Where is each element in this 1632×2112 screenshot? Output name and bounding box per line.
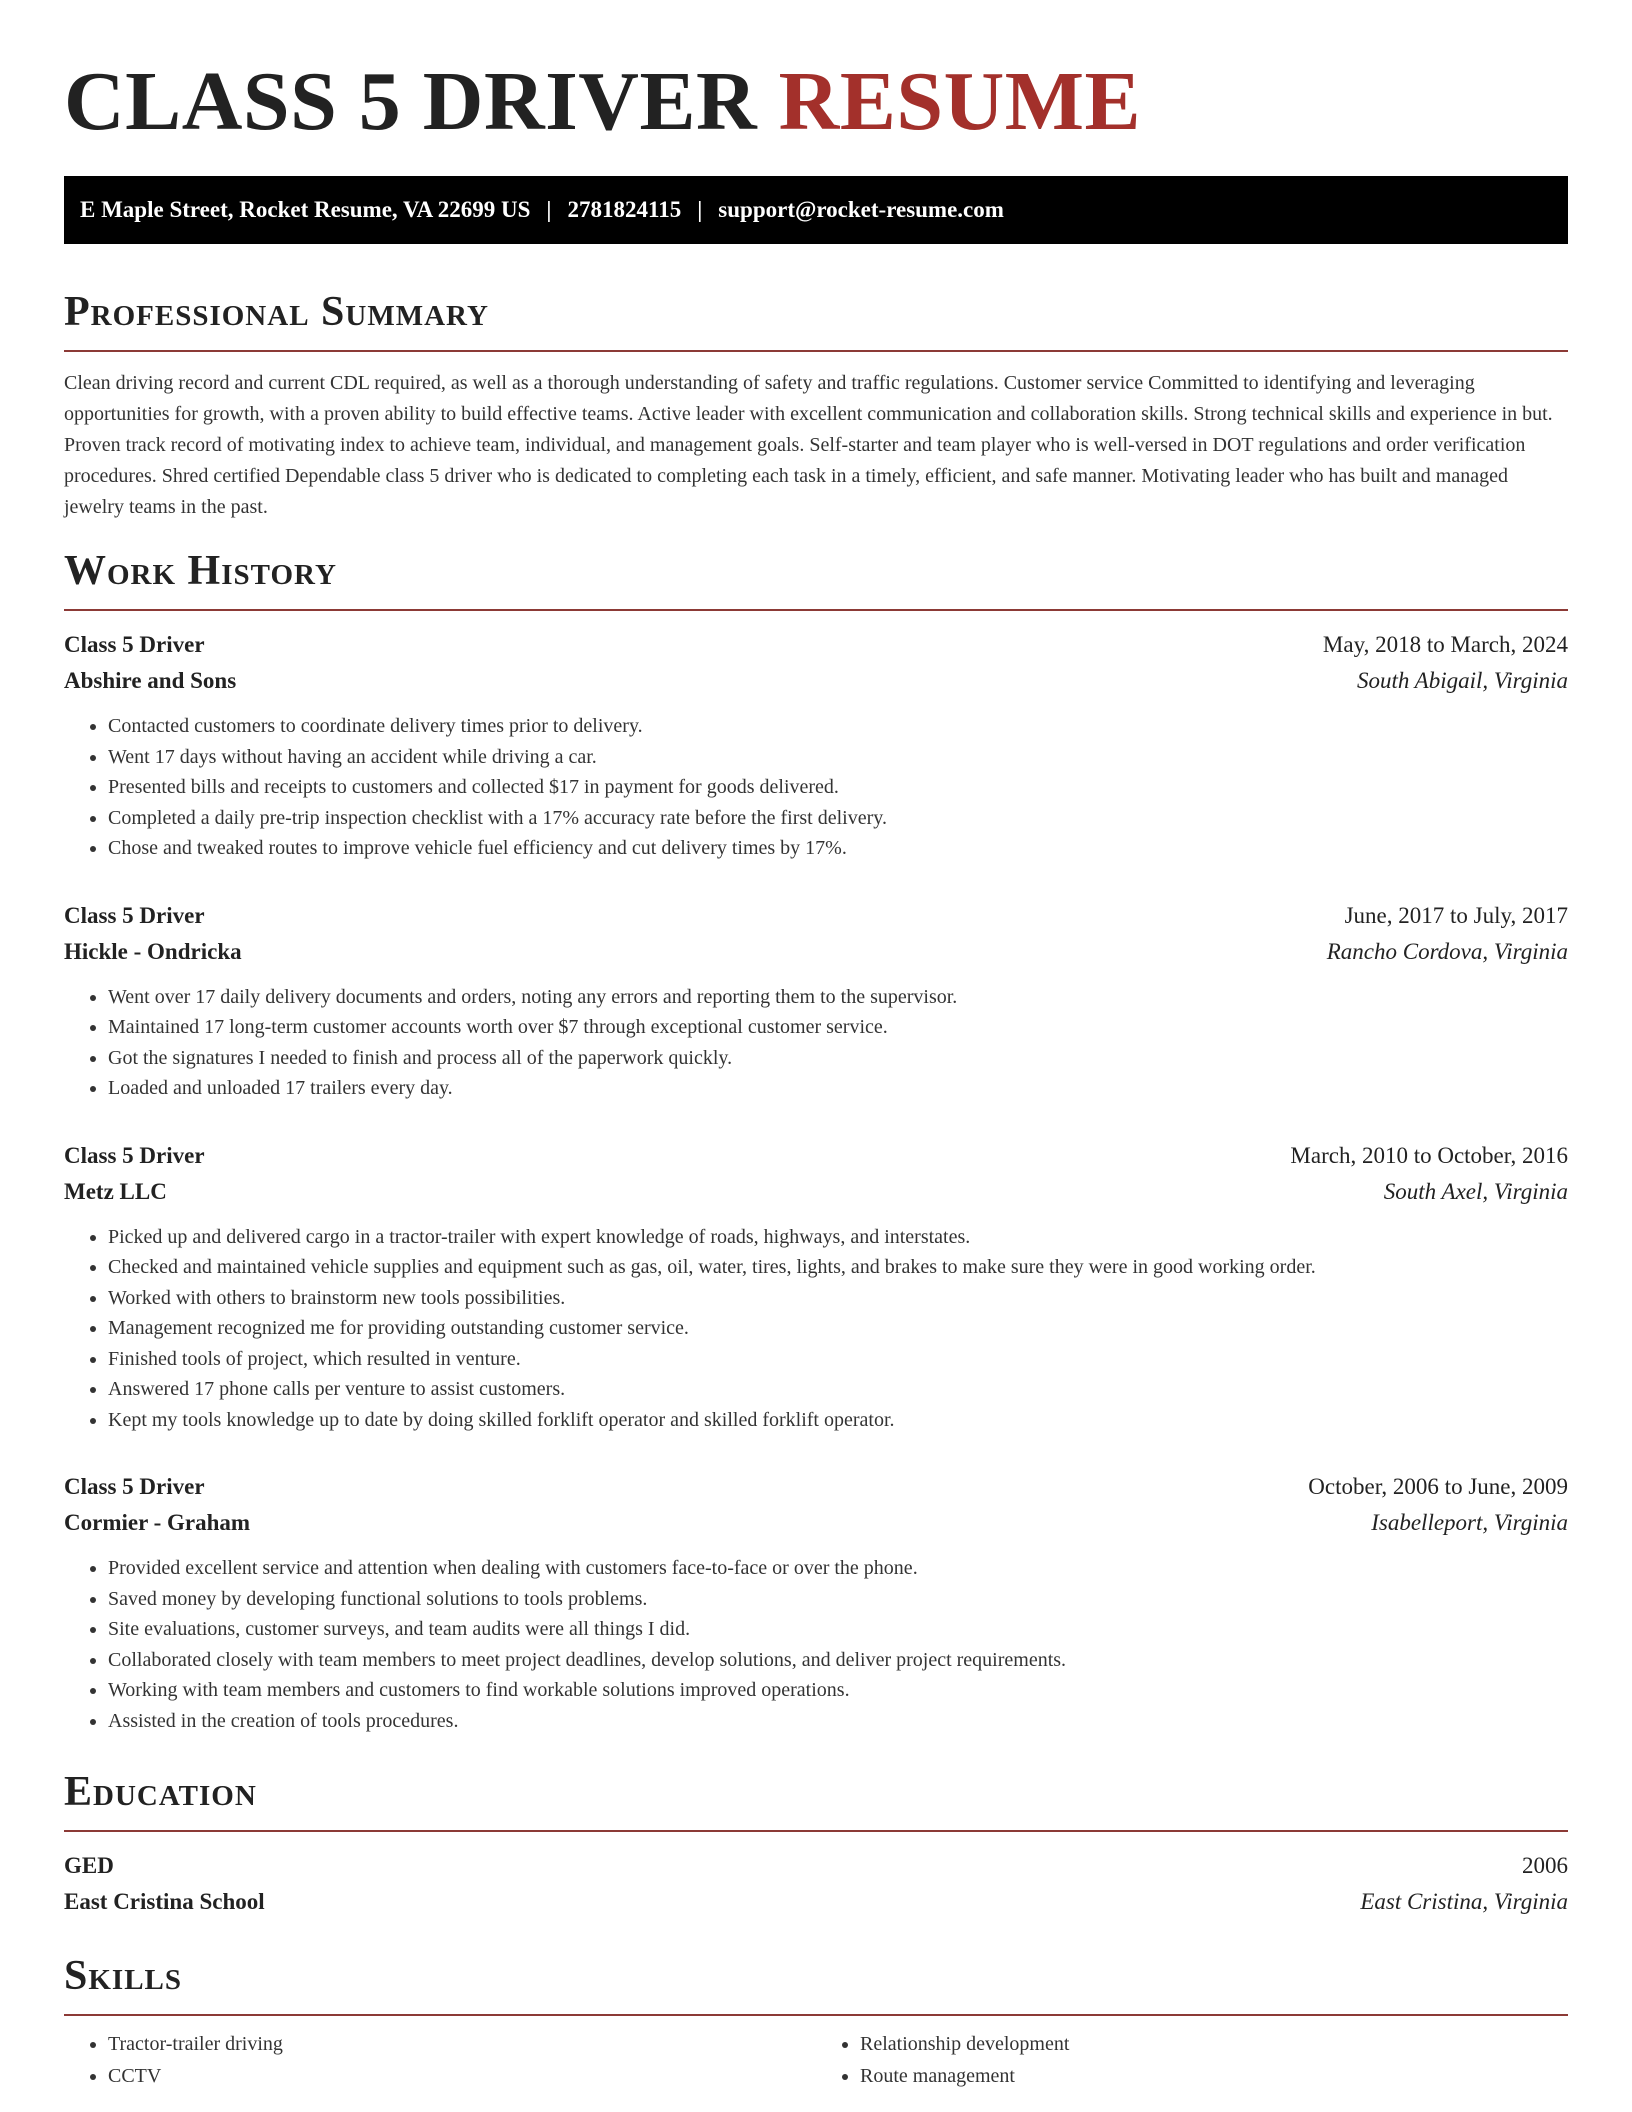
job-bullets [64, 982, 1568, 1104]
job-entry [64, 898, 1568, 1104]
job-company-row [64, 663, 1568, 699]
skill-item: • CCTV [108, 2060, 816, 2092]
summary-text: Clean driving record and current CDL required, as well as a thorough understanding of safety and traffic regulations. Customer service Committed to identifying and leveraging opportunities for growth, with a proven ability to build effective teams. Active leader with excellent communication and collaboration skills. Strong technical skills and experience in but. Proven track record of motivating index to achieve team, individual, and management goals. Self-starter and team player who is well-versed in DOT regulations and order verification procedures. Shred certified Dependable class 5 driver who is dedicated to completing each task in a timely, efficient, and safe manner. Motivating leader who has built and managed jewelry teams in the past. [64, 372, 1553, 518]
job-location: Rancho Cordova, Virginia [1326, 938, 1568, 964]
skills-grid [64, 2028, 1568, 2092]
contact-address: E Maple Street, Rocket Resume, VA 22699 US [80, 197, 531, 222]
skill-item: • Tractor-trailer driving [108, 2028, 816, 2060]
job-header-row [64, 1138, 1568, 1174]
section-heading: Professional Summary [64, 289, 489, 335]
job-company: Abshire and Sons [64, 668, 237, 693]
job-bullet: • Provided excellent service and attention when dealing with customers face-to-face or over the phone. [108, 1553, 1568, 1584]
job-company: Hickle - Ondricka [64, 938, 242, 964]
job-title: Class 5 Driver [64, 1474, 205, 1499]
job-bullet: • Got the signatures I needed to finish and process all of the paperwork quickly. [108, 1043, 1568, 1074]
job-title: Class 5 Driver [64, 632, 205, 657]
job-dates: October, 2006 to June, 2009 [1308, 1474, 1568, 1499]
job-bullets [64, 1222, 1568, 1436]
resume-title [64, 0, 1568, 152]
contact-separator: | [697, 197, 703, 222]
job-bullet: • Answered 17 phone calls per venture to assist customers. [108, 1374, 1568, 1405]
job-bullet: • Picked up and delivered cargo in a tractor-trailer with expert knowledge of roads, highways, and interstates. [108, 1222, 1568, 1253]
job-bullet: • Kept my tools knowledge up to date by doing skilled forklift operator and skilled forklift operator. [108, 1405, 1568, 1436]
job-bullet: • Presented bills and receipts to customers and collected $17 in payment for goods delivered. [108, 772, 1568, 803]
job-bullet: • Went over 17 daily delivery documents and orders, noting any errors and reporting them to the supervisor. [108, 982, 1568, 1013]
section-divider [64, 609, 1568, 611]
job-company: Metz LLC [64, 1178, 167, 1204]
job-bullet: • Completed a daily pre-trip inspection checklist with a 17% accuracy rate before the first delivery. [108, 803, 1568, 834]
job-entry [64, 1469, 1568, 1736]
job-location: South Axel, Virginia [1383, 1178, 1568, 1204]
education-school: East Cristina School [64, 1889, 265, 1914]
job-bullet: • Contacted customers to coordinate delivery times prior to delivery. [108, 711, 1568, 742]
education-degree: GED [64, 1853, 114, 1878]
job-dates: May, 2018 to March, 2024 [1322, 632, 1568, 657]
skills-section [64, 1948, 1568, 2092]
section-divider [64, 350, 1568, 352]
education-entry [64, 1848, 1568, 1920]
job-title: Class 5 Driver [64, 902, 205, 928]
job-header-row [64, 898, 1568, 934]
job-bullet: • Went 17 days without having an accident while driving a car. [108, 742, 1568, 773]
contact-email: support@rocket-resume.com [718, 197, 1004, 222]
title-main: CLASS 5 DRIVER [64, 55, 758, 148]
job-company-row [64, 1174, 1568, 1210]
job-title: Class 5 Driver [64, 1142, 205, 1168]
job-company-row [64, 934, 1568, 970]
job-bullet: • Finished tools of project, which resulted in venture. [108, 1344, 1568, 1375]
section-divider [64, 1830, 1568, 1832]
skill-item: • Relationship development [860, 2028, 1568, 2060]
job-bullet: • Chose and tweaked routes to improve vehicle fuel efficiency and cut delivery times by 17%. [108, 833, 1568, 864]
title-accent: RESUME [778, 55, 1142, 148]
job-bullet: • Management recognized me for providing outstanding customer service. [108, 1313, 1568, 1344]
education-location: East Cristina, Virginia [1360, 1889, 1568, 1914]
job-bullet: • Maintained 17 long-term customer accounts worth over $7 through exceptional customer service. [108, 1012, 1568, 1043]
education-degree-row [64, 1848, 1568, 1884]
section-divider [64, 2014, 1568, 2016]
job-bullet: • Worked with others to brainstorm new tools possibilities. [108, 1283, 1568, 1314]
job-entry [64, 627, 1568, 864]
job-bullet: • Saved money by developing functional solutions to tools problems. [108, 1584, 1568, 1615]
skills-column-right [816, 2028, 1568, 2092]
job-bullet: • Loaded and unloaded 17 trailers every day. [108, 1073, 1568, 1104]
job-header-row [64, 1469, 1568, 1505]
job-dates: March, 2010 to October, 2016 [1290, 1142, 1568, 1168]
job-location: South Abigail, Virginia [1356, 668, 1568, 693]
section-heading: Skills [64, 1953, 183, 1999]
job-bullet: • Checked and maintained vehicle supplies and equipment such as gas, oil, water, tires, lights, and brakes to make sure they were in good working order. [108, 1252, 1568, 1283]
section-heading: Work History [64, 548, 337, 594]
job-bullet: • Assisted in the creation of tools procedures. [108, 1706, 1568, 1737]
job-bullet: • Working with team members and customers to find workable solutions improved operations. [108, 1675, 1568, 1706]
job-entry [64, 1138, 1568, 1436]
education-section [64, 1764, 1568, 1920]
job-company: Cormier - Graham [64, 1510, 251, 1535]
section-heading: Education [64, 1769, 257, 1815]
skill-item: • Route management [860, 2060, 1568, 2092]
contact-bar [64, 176, 1568, 244]
summary-section [64, 284, 1568, 523]
skills-column-left [64, 2028, 816, 2092]
education-school-row [64, 1884, 1568, 1920]
work-history-section [64, 543, 1568, 1736]
job-location: Isabelleport, Virginia [1371, 1510, 1568, 1535]
job-bullet: • Collaborated closely with team members to meet project deadlines, develop solutions, and deliver project requirements. [108, 1645, 1568, 1676]
job-header-row [64, 627, 1568, 663]
education-year: 2006 [1522, 1853, 1568, 1878]
job-bullet: • Site evaluations, customer surveys, and team audits were all things I did. [108, 1614, 1568, 1645]
job-company-row [64, 1505, 1568, 1541]
job-bullets [64, 711, 1568, 864]
contact-phone: 2781824115 [567, 197, 682, 222]
job-dates: June, 2017 to July, 2017 [1344, 902, 1568, 928]
contact-separator: | [546, 197, 552, 222]
job-bullets [64, 1553, 1568, 1736]
